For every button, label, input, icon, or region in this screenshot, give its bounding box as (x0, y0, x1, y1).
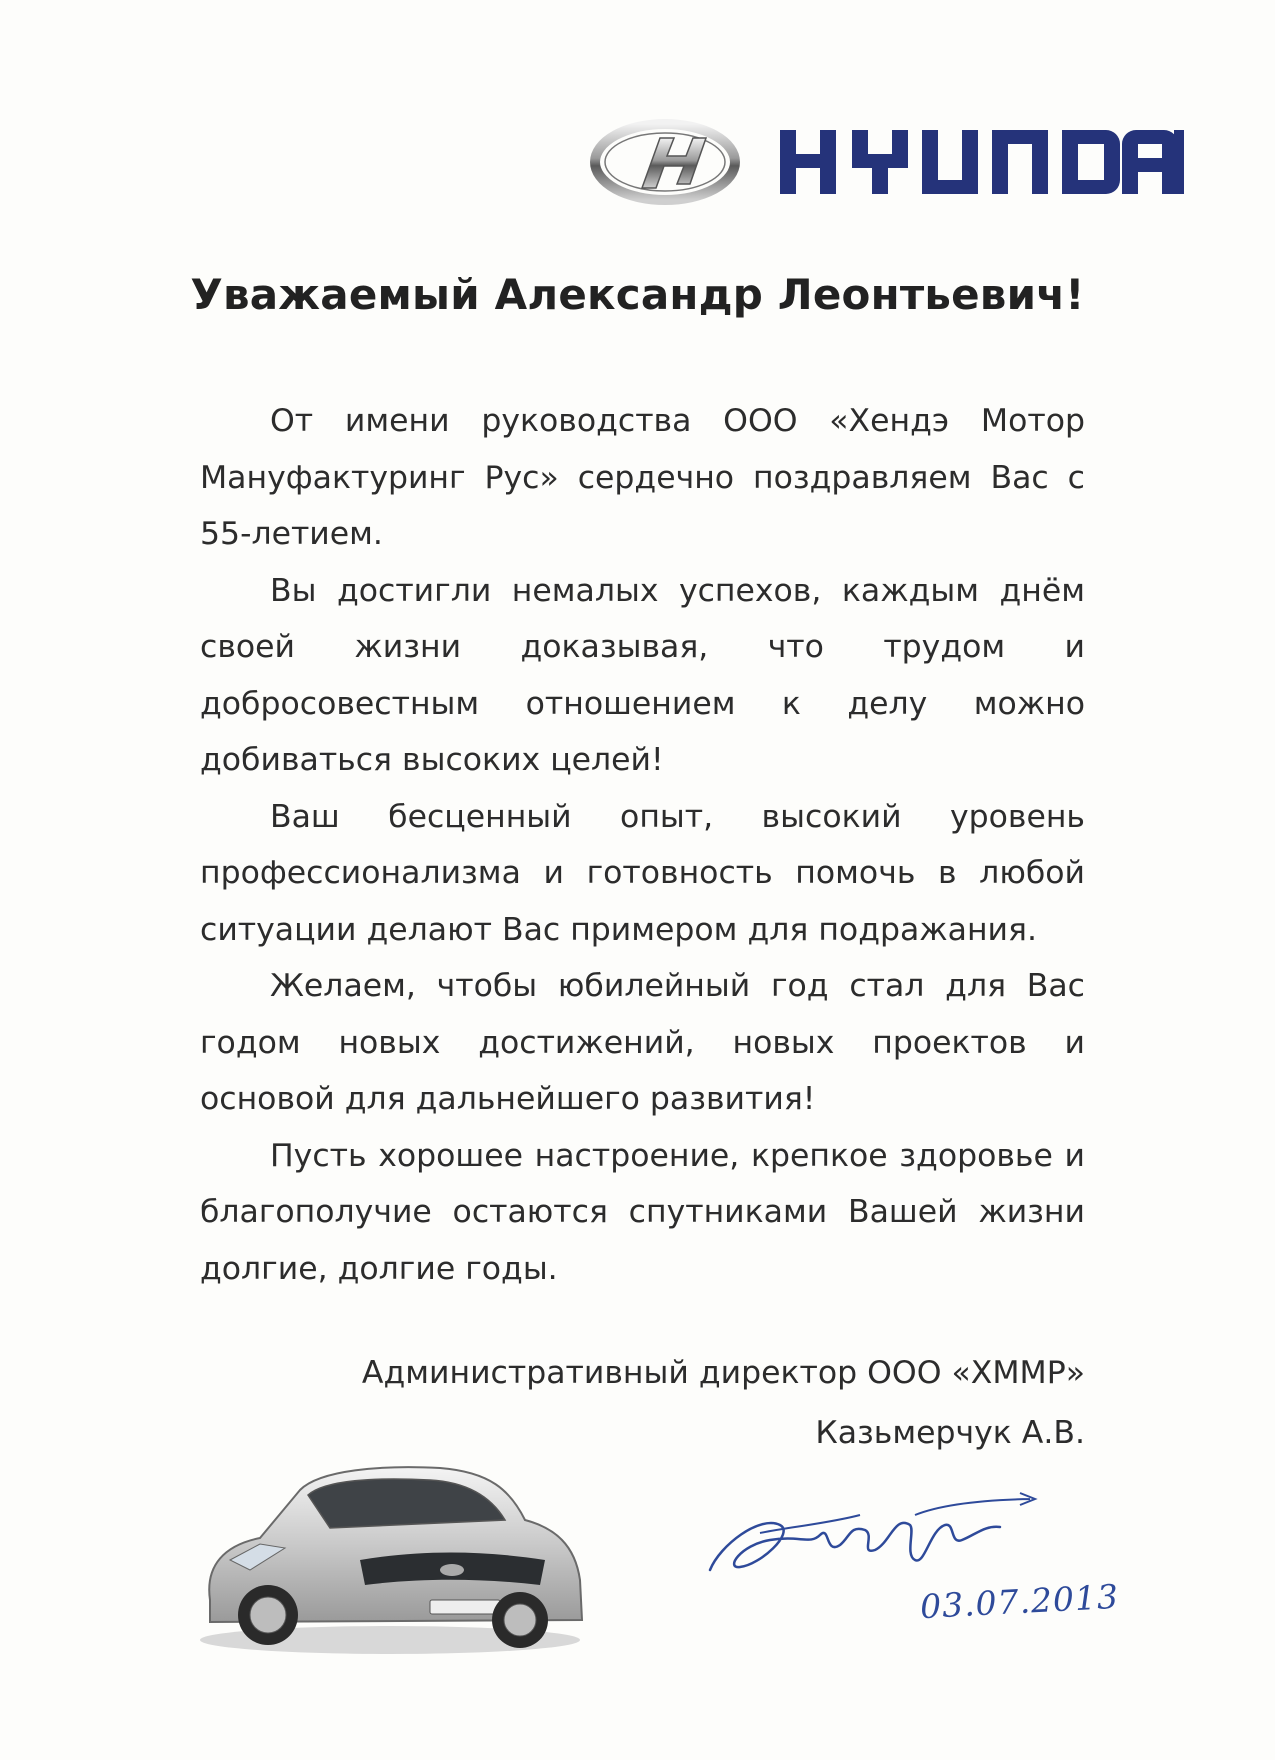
greeting-heading: Уважаемый Александр Леонтьевич! (190, 270, 1085, 319)
paragraph-4: Желаем, чтобы юбилейный год стал для Вас годом новых достижений, новых проектов и основой для дальнейшего развития! (200, 968, 1085, 1117)
signatory-title: Административный директор ООО «ХММР» (361, 1355, 1085, 1391)
paragraph-2: Вы достигли немалых успехов, каждым днём своей жизни доказывая, что трудом и добросовестным отношением к делу можно добиваться высоких целей! (200, 572, 1085, 778)
hyundai-emblem-icon (590, 118, 1190, 210)
hyundai-logo (590, 118, 1190, 210)
handwritten-signature (700, 1485, 1060, 1595)
paragraph-1: От имени руководства ООО «Хендэ Мотор Мануфактуринг Рус» сердечно поздравляем Вас с 55-летием. (200, 403, 1085, 552)
signature-date: 03.07.2013 (919, 1576, 1120, 1627)
car-sedan-image (190, 1450, 590, 1660)
paragraph-5: Пусть хорошее настроение, крепкое здоровье и благополучие остаются спутниками Вашей жизни долгие, долгие годы. (200, 1137, 1085, 1287)
signatory-name: Казьмерчук А.В. (815, 1415, 1085, 1451)
paragraph-3: Ваш бесценный опыт, высокий уровень профессионализма и готовность помочь в любой ситуации делают Вас примером для подражания. (200, 798, 1085, 948)
letter-body (200, 393, 1085, 1297)
